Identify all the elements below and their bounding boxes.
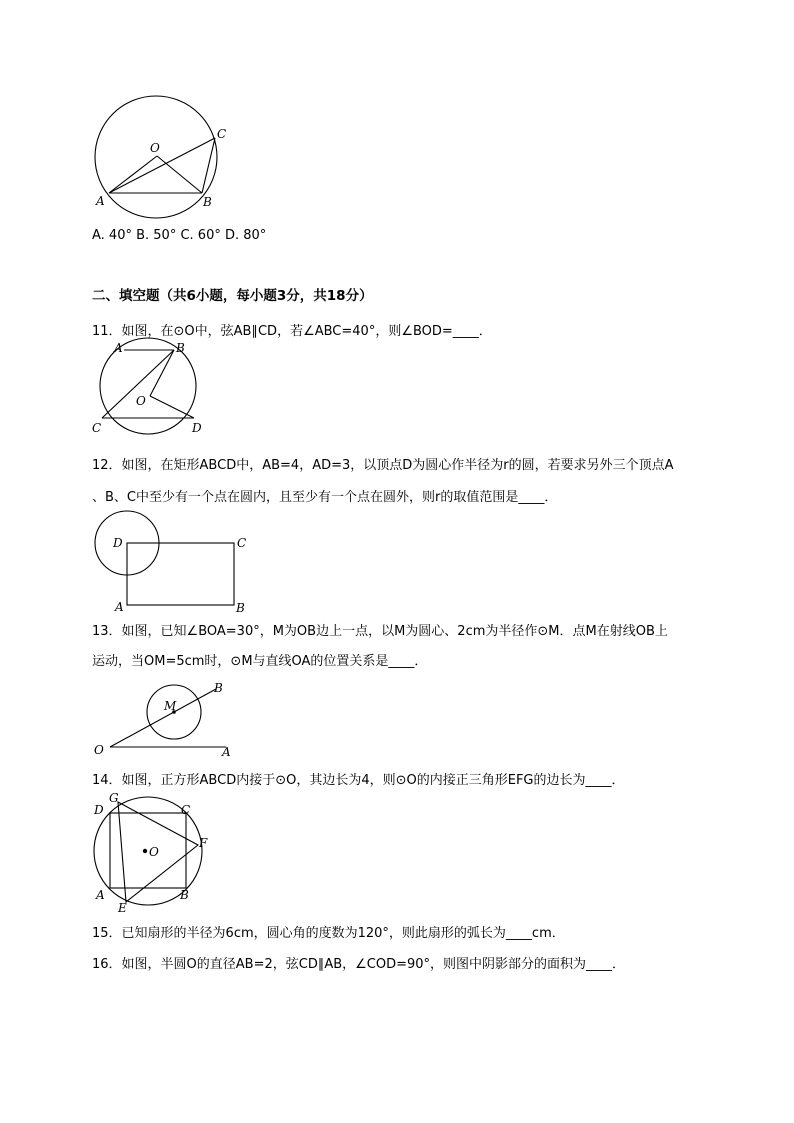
q12-figure — [88, 512, 258, 614]
section2-heading: 二、填空题（共6小题，每小题3分，共18分） — [92, 288, 373, 304]
q10-label-c: C — [217, 127, 227, 141]
q10-label-o: O — [150, 141, 160, 155]
q16-text: 16．如图，半圆O的直径AB=2，弦CD∥AB，∠COD=90°，则图中阴影部分的面积为____． — [92, 957, 626, 972]
q12-rectangle-abcd — [127, 543, 234, 605]
q13-label-o: O — [94, 743, 104, 757]
q11-label-d: D — [192, 421, 202, 435]
q12-label-a: A — [115, 600, 124, 614]
q11-label-b: B — [176, 341, 185, 355]
q14-label-b: B — [180, 888, 189, 902]
q10-segment-oa — [109, 156, 157, 193]
q13-label-m: M — [164, 699, 177, 713]
q14-label-f: F — [199, 836, 208, 850]
q11-label-a: A — [114, 341, 123, 355]
q12-label-b: B — [236, 601, 245, 615]
q12-text-line2: 、B、C中至少有一个点在圆内，且至少有一个点在圆外，则r的取值范围是____． — [92, 490, 558, 505]
q11-label-c: C — [92, 421, 102, 435]
q10-figure — [88, 100, 238, 215]
q10-options: A. 40° B. 50° C. 60° D. 80° — [92, 228, 267, 243]
q13-text-line2: 运动，当OM=5cm时，⊙M与直线OA的位置关系是____． — [92, 654, 428, 669]
q10-segment-bc — [202, 138, 215, 193]
q12-label-c: C — [237, 536, 247, 550]
q13-label-a: A — [222, 745, 231, 759]
q11-text: 11．如图，在⊙O中，弦AB∥CD，若∠ABC=40°，则∠BOD=____． — [92, 324, 492, 339]
q14-label-c: C — [181, 803, 191, 817]
q10-label-a: A — [96, 194, 105, 208]
q14-label-g: G — [109, 791, 119, 805]
q11-segment-ob — [150, 350, 174, 396]
q14-label-e: E — [118, 901, 127, 915]
q14-label-d: D — [94, 803, 104, 817]
q14-label-o: O — [149, 845, 159, 859]
q11-figure — [88, 340, 218, 438]
q14-label-a: A — [96, 888, 105, 902]
q12-text-line1: 12．如图，在矩形ABCD中，AB=4，AD=3，以顶点D为圆心作半径为r的圆，若要求另外三个顶点A — [92, 458, 674, 473]
q14-center-o — [143, 849, 147, 853]
q13-label-b: B — [214, 681, 223, 695]
q13-figure — [88, 676, 248, 758]
q10-label-b: B — [203, 195, 212, 209]
q14-text: 14．如图，正方形ABCD内接于⊙O，其边长为4，则⊙O的内接正三角形EFG的边长为____． — [92, 773, 625, 788]
q10-segment-ob — [157, 156, 202, 193]
q11-label-o: O — [136, 394, 146, 408]
q12-label-d: D — [113, 536, 123, 550]
q13-text-line1: 13．如图，已知∠BOA=30°，M为OB边上一点，以M为圆心、2cm为半径作⊙M．点M在射线OB上 — [92, 624, 668, 639]
q14-figure — [88, 790, 218, 915]
q10-segment-ac — [109, 138, 215, 193]
q15-text: 15．已知扇形的半径为6cm，圆心角的度数为120°，则此扇形的弧长为____cm． — [92, 926, 565, 941]
q11-segment-od — [150, 396, 194, 418]
